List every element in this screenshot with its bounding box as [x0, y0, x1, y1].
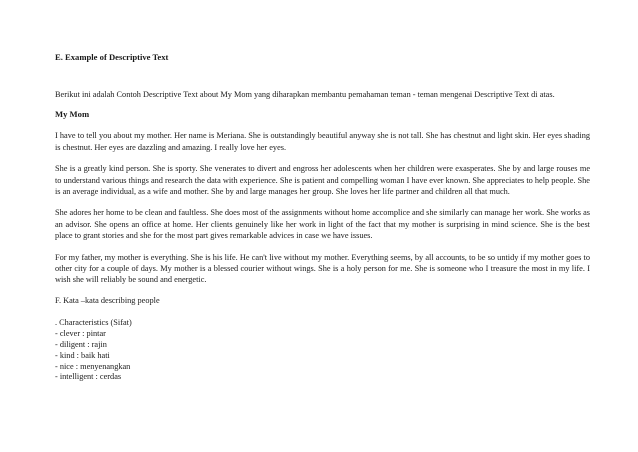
- list-item: - intelligent : cerdas: [55, 372, 122, 382]
- paragraph-personality: She is a greatly kind person. She is sporty. She venerates to divert and engross her adolescents when her children were exasperates. She by and large rouses me to understand various things and research the data with experience. She is patient and compelling woman I have ever known. She appreciates to help people. She is an average individual, as a wife and mother. She by and large manages her group. She loves her life partner and children all that much.: [55, 164, 590, 197]
- paragraph-home-work: She adores her home to be clean and faultless. She does most of the assignments without home accomplice and she similarly can manage her work. She works as an advisor. She opens an office at home. Her clients genuinely like her work in light of the fact that my mother is surprising in mind science. She is the best place to grant stories and she for the most part gives remarkable advices in case we have issues.: [55, 208, 590, 241]
- section-heading: E. Example of Descriptive Text: [55, 52, 169, 62]
- list-item: - clever : pintar: [55, 328, 106, 338]
- characteristics-list: [55, 329, 590, 384]
- paragraph-appearance: I have to tell you about my mother. Her name is Meriana. She is outstandingly beautiful anyway she is not tall. She has chestnut and light skin. Her eyes shading is chestnut. Her eyes are dazzling and amazing. I really love her eyes.: [55, 131, 590, 152]
- essay-title: My Mom: [55, 109, 90, 120]
- list-item: - diligent : rajin: [55, 339, 107, 349]
- list-item: - kind : baik hati: [55, 350, 110, 360]
- list-item: - nice : menyenangkan: [55, 361, 131, 371]
- intro-paragraph: Berikut ini adalah Contoh Descriptive Text about My Mom yang diharapkan membantu pemahaman teman - teman mengenai Descriptive Text di atas.: [55, 90, 555, 99]
- characteristics-heading: . Characteristics (Sifat): [55, 317, 132, 327]
- paragraph-father: For my father, my mother is everything. She is his life. He can't live without my mother. Everything seems, by all accounts, to be so untidy if my mother goes to other city for a couple of days. My mother is a blessed courier without wings. She is a holy person for me. She is someone who I treasure the most in my life. I wish she will reliably be sound and energetic.: [55, 252, 590, 285]
- kata-heading: F. Kata –kata describing people: [55, 295, 160, 305]
- document-page: [55, 52, 590, 383]
